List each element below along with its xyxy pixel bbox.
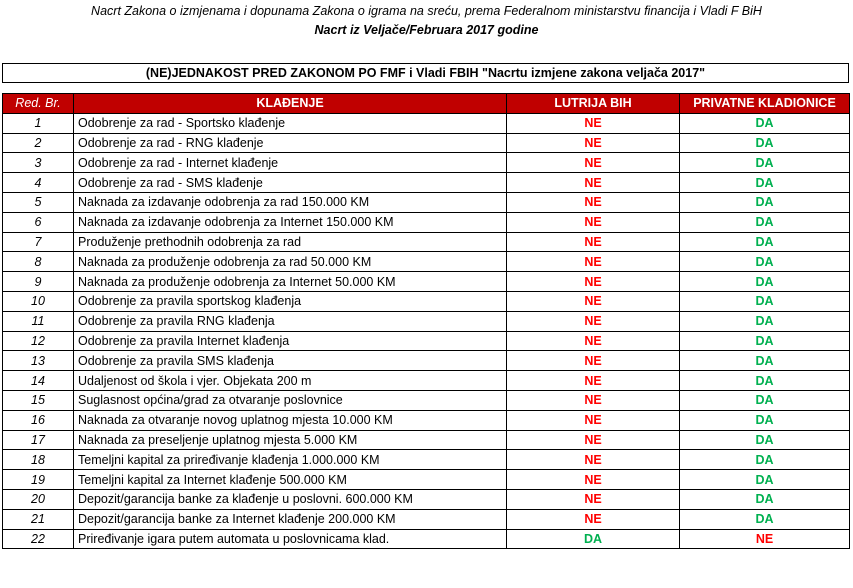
privatne-value: DA [680, 430, 850, 450]
row-number: 18 [3, 450, 74, 470]
row-number: 20 [3, 489, 74, 509]
row-label: Naknada za preseljenje uplatnog mjesta 5.000 KM [74, 430, 507, 450]
lutrija-value: NE [507, 489, 680, 509]
row-number: 12 [3, 331, 74, 351]
table-row [3, 331, 850, 351]
lutrija-value: NE [507, 450, 680, 470]
lutrija-value: NE [507, 192, 680, 212]
privatne-value: DA [680, 410, 850, 430]
column-header-kladenje: KLAĐENJE [74, 94, 507, 114]
row-label: Produženje prethodnih odobrenja za rad [74, 232, 507, 252]
table-row [3, 212, 850, 232]
lutrija-value: NE [507, 113, 680, 133]
privatne-value: DA [680, 232, 850, 252]
row-label: Naknada za produženje odobrenja za rad 50.000 KM [74, 252, 507, 272]
row-label: Naknada za produženje odobrenja za Internet 50.000 KM [74, 272, 507, 292]
row-number: 15 [3, 390, 74, 410]
privatne-value: DA [680, 371, 850, 391]
row-label: Priređivanje igara putem automata u poslovnicama klad. [74, 529, 507, 549]
row-number: 6 [3, 212, 74, 232]
row-label: Odobrenje za pravila RNG klađenja [74, 311, 507, 331]
table-row [3, 113, 850, 133]
privatne-value: DA [680, 311, 850, 331]
row-number: 1 [3, 113, 74, 133]
row-label: Odobrenje za pravila SMS klađenja [74, 351, 507, 371]
privatne-value: DA [680, 272, 850, 292]
row-number: 22 [3, 529, 74, 549]
table-row [3, 291, 850, 311]
row-number: 11 [3, 311, 74, 331]
lutrija-value: NE [507, 133, 680, 153]
row-number: 19 [3, 470, 74, 490]
table-row [3, 509, 850, 529]
row-label: Naknada za otvaranje novog uplatnog mjesta 10.000 KM [74, 410, 507, 430]
lutrija-value: NE [507, 470, 680, 490]
table-row [3, 390, 850, 410]
lutrija-value: NE [507, 430, 680, 450]
table-row [3, 153, 850, 173]
row-label: Odobrenje za pravila sportskog klađenja [74, 291, 507, 311]
document-header-line2: Nacrt iz Veljače/Februara 2017 godine [314, 23, 539, 37]
privatne-value: DA [680, 470, 850, 490]
row-number: 8 [3, 252, 74, 272]
privatne-value: DA [680, 450, 850, 470]
table-row [3, 410, 850, 430]
row-label: Odobrenje za pravila Internet klađenja [74, 331, 507, 351]
table-row [3, 529, 850, 549]
lutrija-value: NE [507, 371, 680, 391]
lutrija-value: NE [507, 272, 680, 292]
row-label: Odobrenje za rad - RNG klađenje [74, 133, 507, 153]
lutrija-value: NE [507, 153, 680, 173]
table-row [3, 311, 850, 331]
row-label: Naknada za izdavanje odobrenja za Internet 150.000 KM [74, 212, 507, 232]
comparison-table [2, 93, 850, 549]
row-number: 17 [3, 430, 74, 450]
lutrija-value: NE [507, 291, 680, 311]
table-row [3, 470, 850, 490]
privatne-value: DA [680, 252, 850, 272]
row-label: Depozit/garancija banke za klađenje u poslovni. 600.000 KM [74, 489, 507, 509]
column-header-lutrija: LUTRIJA BIH [507, 94, 680, 114]
lutrija-value: NE [507, 390, 680, 410]
privatne-value: DA [680, 331, 850, 351]
row-number: 14 [3, 371, 74, 391]
privatne-value: DA [680, 390, 850, 410]
row-number: 2 [3, 133, 74, 153]
lutrija-value: NE [507, 173, 680, 193]
table-row [3, 430, 850, 450]
lutrija-value: NE [507, 252, 680, 272]
table-row [3, 252, 850, 272]
privatne-value: DA [680, 351, 850, 371]
privatne-value: DA [680, 509, 850, 529]
table-row [3, 272, 850, 292]
table-row [3, 489, 850, 509]
row-label: Suglasnost općina/grad za otvaranje poslovnice [74, 390, 507, 410]
table-header-row [3, 94, 850, 114]
privatne-value: DA [680, 212, 850, 232]
lutrija-value: DA [507, 529, 680, 549]
row-number: 9 [3, 272, 74, 292]
lutrija-value: NE [507, 331, 680, 351]
table-row [3, 192, 850, 212]
privatne-value: DA [680, 173, 850, 193]
row-label: Odobrenje za rad - Sportsko klađenje [74, 113, 507, 133]
lutrija-value: NE [507, 410, 680, 430]
row-label: Odobrenje za rad - SMS klađenje [74, 173, 507, 193]
table-row [3, 173, 850, 193]
table-row [3, 450, 850, 470]
lutrija-value: NE [507, 212, 680, 232]
row-number: 7 [3, 232, 74, 252]
privatne-value: DA [680, 489, 850, 509]
row-label: Temeljni kapital za Internet klađenje 500.000 KM [74, 470, 507, 490]
row-number: 4 [3, 173, 74, 193]
row-number: 13 [3, 351, 74, 371]
row-label: Temeljni kapital za priređivanje klađenja 1.000.000 KM [74, 450, 507, 470]
document-header-line1: Nacrt Zakona o izmjenama i dopunama Zakona o igrama na sreću, prema Federalnom ministarstvu financija i Vladi F BiH [91, 4, 762, 18]
row-number: 5 [3, 192, 74, 212]
row-number: 16 [3, 410, 74, 430]
table-row [3, 371, 850, 391]
lutrija-value: NE [507, 311, 680, 331]
privatne-value: DA [680, 153, 850, 173]
table-body [3, 113, 850, 549]
privatne-value: DA [680, 133, 850, 153]
row-label: Naknada za izdavanje odobrenja za rad 150.000 KM [74, 192, 507, 212]
lutrija-value: NE [507, 232, 680, 252]
row-number: 10 [3, 291, 74, 311]
privatne-value: DA [680, 192, 850, 212]
row-label: Udaljenost od škola i vjer. Objekata 200 m [74, 371, 507, 391]
column-header-red-br: Red. Br. [3, 94, 74, 114]
row-label: Depozit/garancija banke za Internet klađenje 200.000 KM [74, 509, 507, 529]
table-row [3, 133, 850, 153]
table-title: (NE)JEDNAKOST PRED ZAKONOM PO FMF i Vladi FBIH "Nacrtu izmjene zakona veljača 2017" [2, 63, 849, 83]
row-number: 3 [3, 153, 74, 173]
table-row [3, 232, 850, 252]
row-label: Odobrenje za rad - Internet klađenje [74, 153, 507, 173]
row-number: 21 [3, 509, 74, 529]
privatne-value: NE [680, 529, 850, 549]
column-header-privatne: PRIVATNE KLADIONICE [680, 94, 850, 114]
table-row [3, 351, 850, 371]
lutrija-value: NE [507, 351, 680, 371]
privatne-value: DA [680, 291, 850, 311]
lutrija-value: NE [507, 509, 680, 529]
privatne-value: DA [680, 113, 850, 133]
